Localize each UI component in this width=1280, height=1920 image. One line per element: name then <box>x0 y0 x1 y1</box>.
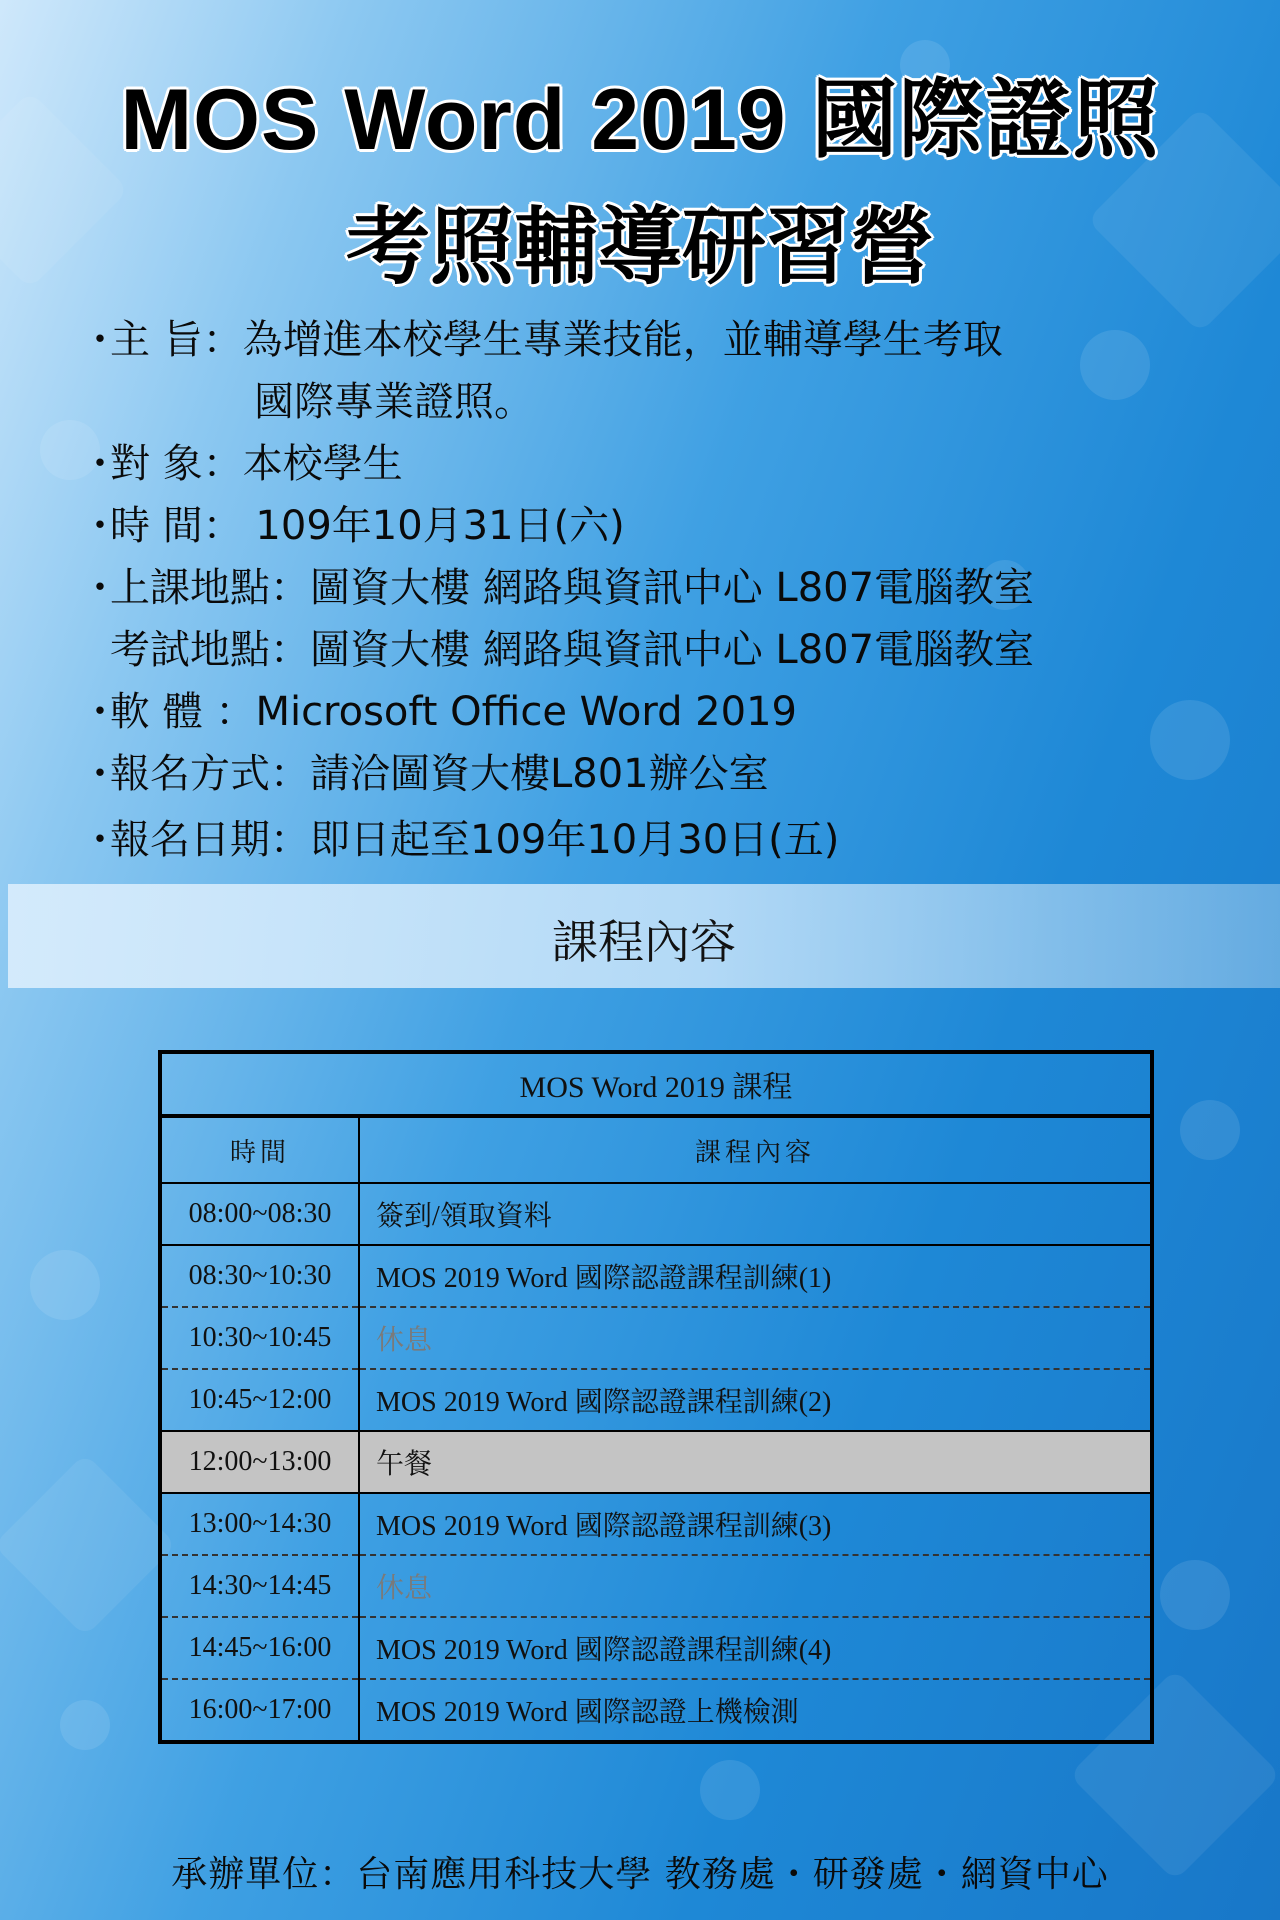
row-content: MOS 2019 Word 國際認證課程訓練(4) <box>359 1617 1152 1679</box>
row-time: 13:00~14:30 <box>160 1493 359 1555</box>
row-content: MOS 2019 Word 國際認證課程訓練(1) <box>359 1245 1152 1307</box>
table-row <box>160 1493 1152 1555</box>
organizer-footer: 承辦單位：台南應用科技大學 教務處・研發處・網資中心 <box>171 1854 1109 1895</box>
row-time: 10:30~10:45 <box>160 1307 359 1369</box>
signup-method-label: 報名方式： <box>110 751 310 797</box>
schedule-table <box>158 1050 1154 1744</box>
table-row <box>160 1617 1152 1679</box>
software-value: Microsoft Office Word 2019 <box>255 689 797 735</box>
signup-method-row <box>80 742 769 799</box>
row-content: 休息 <box>359 1307 1152 1369</box>
header-time: 時間 <box>160 1116 359 1183</box>
table-row <box>160 1555 1152 1617</box>
row-content: 簽到/領取資料 <box>359 1183 1152 1245</box>
table-row-lunch <box>160 1431 1152 1493</box>
target-label: 對 象： <box>110 441 243 487</box>
row-time: 12:00~13:00 <box>160 1431 359 1493</box>
purpose-text: 為增進本校學生專業技能，並輔導學生考取 <box>242 317 1003 363</box>
signup-date-label: 報名日期： <box>110 817 310 863</box>
exam-location-row <box>80 618 1034 675</box>
row-time: 08:30~10:30 <box>160 1245 359 1307</box>
purpose-label: 主 旨： <box>110 317 243 363</box>
row-content: MOS 2019 Word 國際認證課程訓練(3) <box>359 1493 1152 1555</box>
signup-method-value: 請洽圖資大樓L801辦公室 <box>310 751 769 797</box>
purpose-row <box>80 308 1003 365</box>
title-line-1: MOS Word 2019 國際證照 <box>120 72 1160 168</box>
row-time: 14:30~14:45 <box>160 1555 359 1617</box>
table-row <box>160 1369 1152 1431</box>
time-label: 時 間： <box>110 503 243 549</box>
row-content: 休息 <box>359 1555 1152 1617</box>
purpose-text-2: 國際專業證照。 <box>254 379 534 425</box>
bullet: ・ <box>80 817 120 863</box>
purpose-row-2 <box>80 370 534 427</box>
target-row <box>80 432 403 489</box>
time-value: 109年10月31日(六) <box>242 503 625 549</box>
row-content: MOS 2019 Word 國際認證上機檢測 <box>359 1679 1152 1742</box>
table-row <box>160 1183 1152 1245</box>
software-label: 軟 體 ： <box>110 689 256 735</box>
table-caption: MOS Word 2019 課程 <box>160 1052 1152 1116</box>
target-value: 本校學生 <box>242 441 403 487</box>
exam-location-label: 考試地點： <box>110 627 310 673</box>
title-line-2: 考照輔導研習營 <box>345 200 934 294</box>
section-title: 課程內容 <box>552 915 736 969</box>
row-time: 14:45~16:00 <box>160 1617 359 1679</box>
row-time: 08:00~08:30 <box>160 1183 359 1245</box>
bullet: ・ <box>80 565 120 611</box>
table-header-row <box>160 1116 1152 1183</box>
row-time: 10:45~12:00 <box>160 1369 359 1431</box>
software-row <box>80 680 797 737</box>
bullet: ・ <box>80 503 120 549</box>
bullet: ・ <box>80 689 120 735</box>
class-location-label: 上課地點： <box>110 565 310 611</box>
header-content: 課程內容 <box>359 1116 1152 1183</box>
bullet: ・ <box>80 317 120 363</box>
time-row <box>80 494 625 551</box>
table-row <box>160 1307 1152 1369</box>
signup-date-value: 即日起至109年10月30日(五) <box>310 817 840 863</box>
row-content: MOS 2019 Word 國際認證課程訓練(2) <box>359 1369 1152 1431</box>
class-location-value: 圖資大樓 網路與資訊中心 L807電腦教室 <box>310 565 1035 611</box>
signup-date-row <box>80 808 839 865</box>
table-caption-row <box>160 1052 1152 1116</box>
table-row <box>160 1679 1152 1742</box>
row-time: 16:00~17:00 <box>188 1694 332 1725</box>
table-row <box>160 1245 1152 1307</box>
bullet: ・ <box>80 441 120 487</box>
section-band <box>8 884 1280 988</box>
row-content: 午餐 <box>359 1431 1152 1493</box>
bullet: ・ <box>80 751 120 797</box>
class-location-row <box>80 556 1034 613</box>
exam-location-value: 圖資大樓 網路與資訊中心 L807電腦教室 <box>310 627 1035 673</box>
